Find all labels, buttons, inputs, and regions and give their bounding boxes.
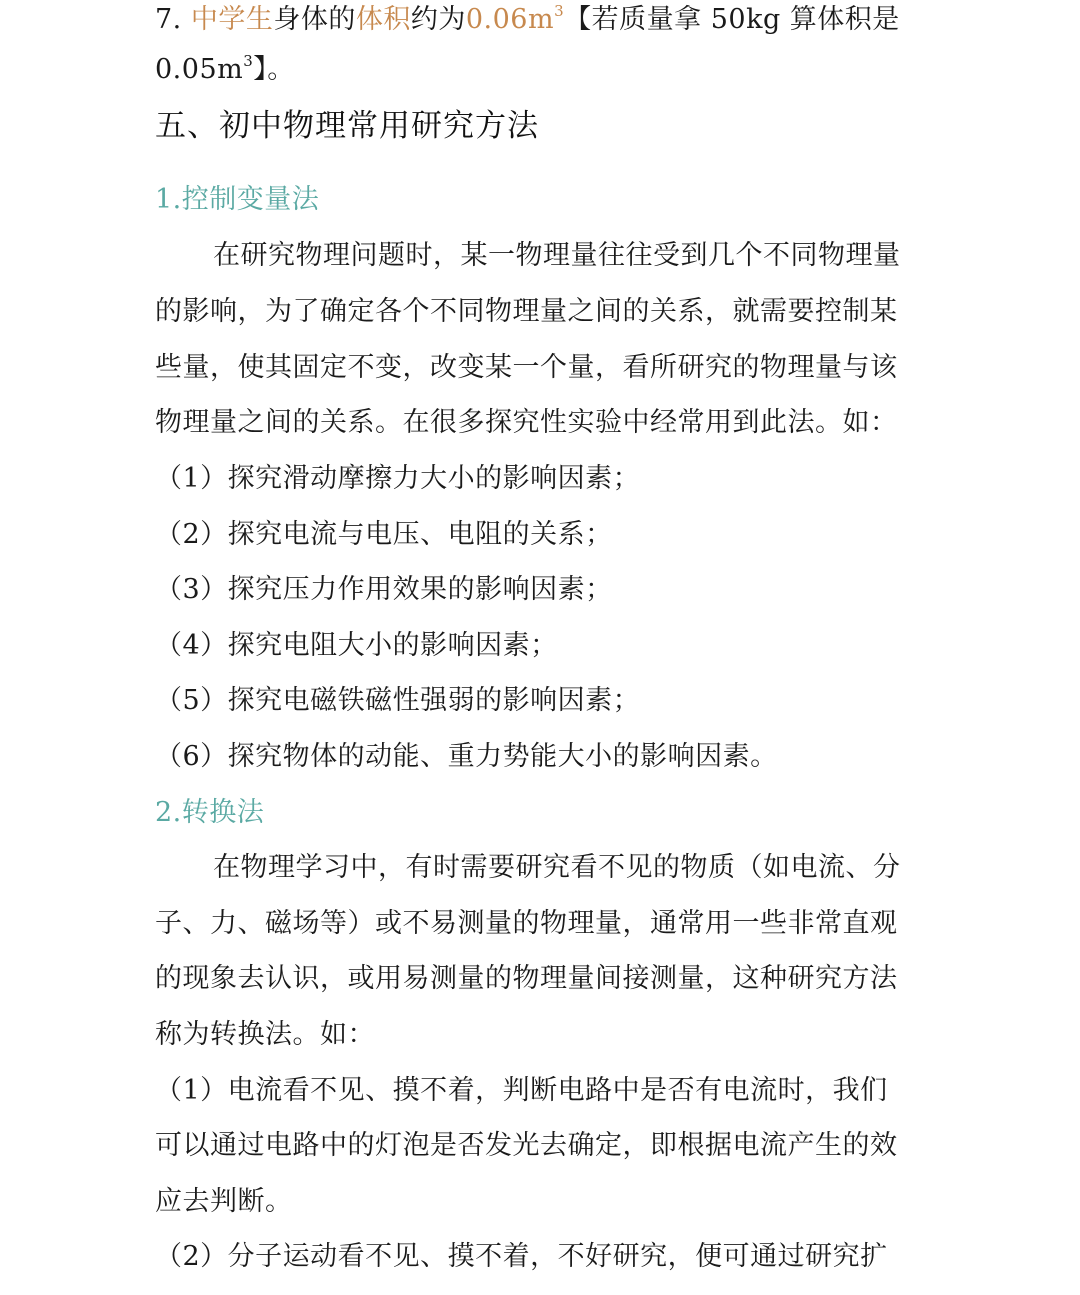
method1-list-item: （2）探究电流与电压、电阻的关系； bbox=[155, 519, 613, 550]
method1-para-line: 的影响，为了确定各个不同物理量之间的关系，就需要控制某 bbox=[155, 296, 898, 327]
method1-title: 1.控制变量法 bbox=[155, 184, 320, 215]
method1-list-item: （1）探究滑动摩擦力大小的影响因素； bbox=[155, 463, 641, 494]
method2-para-line: 称为转换法。如： bbox=[155, 1019, 375, 1050]
method2-item1-line: 应去判断。 bbox=[155, 1186, 293, 1217]
method1-list-item: （5）探究电磁铁磁性强弱的影响因素； bbox=[155, 685, 641, 716]
item7-note-end: 】。 bbox=[253, 54, 295, 85]
method2-title: 2.转换法 bbox=[155, 797, 265, 828]
item7-note-value: $0.05m^3$ bbox=[155, 52, 254, 85]
item7-subject: 中学生 bbox=[190, 4, 274, 35]
item7-volume-word: 体积 bbox=[355, 4, 411, 35]
method1-list-item: （3）探究压力作用效果的影响因素； bbox=[155, 574, 613, 605]
method1-para-line: 在研究物理问题时，某一物理量往往受到几个不同物理量 bbox=[213, 240, 901, 271]
item7-volume-value: $0.06m^3$ bbox=[465, 2, 565, 35]
item7-line1 bbox=[155, 2, 900, 38]
item7-number: 7. bbox=[155, 4, 182, 35]
method2-item1-line: 可以通过电路中的灯泡是否发光去确定，即根据电流产生的效 bbox=[155, 1130, 898, 1161]
method1-list-item: （6）探究物体的动能、重力势能大小的影响因素。 bbox=[155, 741, 778, 772]
method2-para-line: 的现象去认识，或用易测量的物理量间接测量，这种研究方法 bbox=[155, 963, 898, 994]
item7-text-b: 身体的 bbox=[273, 4, 356, 35]
item7-note: 【若质量拿 50kg 算体积是 bbox=[564, 4, 900, 35]
method2-para-line: 在物理学习中，有时需要研究看不见的物质（如电流、分 bbox=[213, 852, 901, 883]
item7-line2 bbox=[155, 52, 295, 88]
method1-para-line: 物理量之间的关系。在很多探究性实验中经常用到此法。如： bbox=[155, 407, 898, 438]
method1-para-line: 些量，使其固定不变，改变某一个量，看所研究的物理量与该 bbox=[155, 352, 898, 383]
method2-item1-line: （1）电流看不见、摸不着，判断电路中是否有电流时，我们 bbox=[155, 1075, 888, 1106]
method1-list-item: （4）探究电阻大小的影响因素； bbox=[155, 630, 558, 661]
section-heading: 五、初中物理常用研究方法 bbox=[155, 108, 539, 144]
item7-text-d: 约为 bbox=[410, 4, 466, 35]
method2-item2-line: （2）分子运动看不见、摸不着，不好研究，便可通过研究扩 bbox=[155, 1241, 888, 1272]
method2-para-line: 子、力、磁场等）或不易测量的物理量，通常用一些非常直观 bbox=[155, 908, 898, 939]
